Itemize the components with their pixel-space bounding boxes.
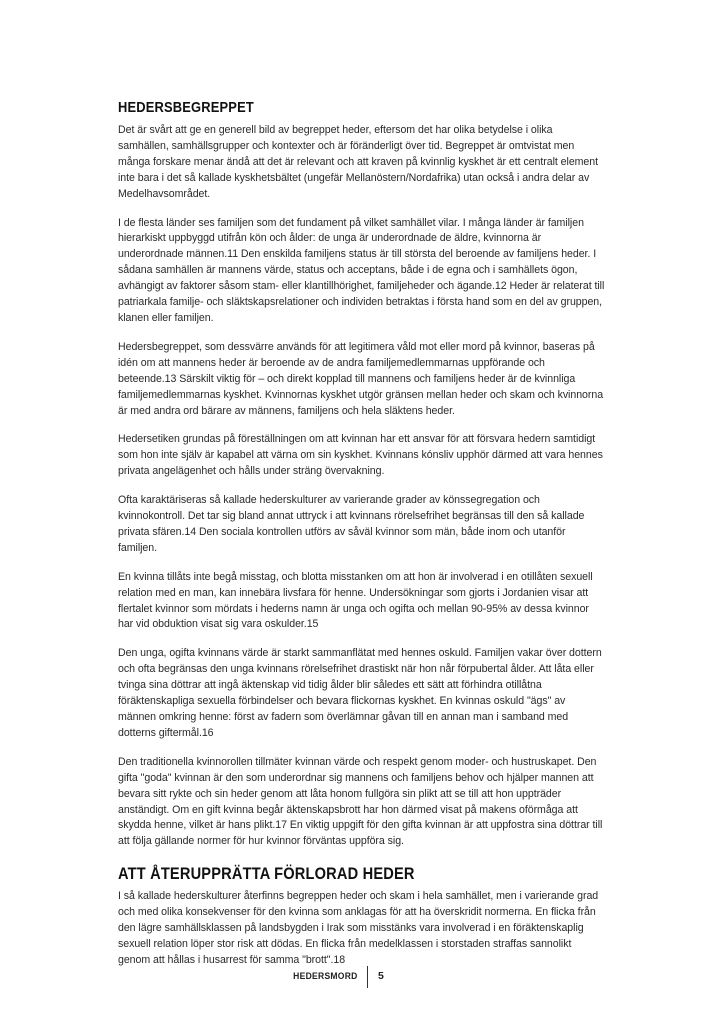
paragraph: En kvinna tillåts inte begå misstag, och blotta misstanken om att hon är involverad i en otillåten sexuell relation med en man, kan innebära livsfara för henne. Undersökningar som gjorts i Jordanien visar att flertalet kvinnor som mördats i hederns namn är unga och ogifta och mellan 90-95% av dessa kvinnor har vid obduktion visat sig vara oskulder.15 [118,570,593,631]
section-heading: ATT ÅTERUPPRÄTTA FÖRLORAD HEDER [118,864,415,884]
footer-divider [367,966,368,988]
paragraph: Det är svårt att ge en generell bild av begreppet heder, eftersom det har olika betydelse i olika samhällen, samhällsgrupper och kontexter och är föränderligt över tid. Begreppet är omtvistat men många forskare menar ändå att det är relevant och att kraven på kvinnlig kyskhet är ett centralt element inte bara i det så kallade kyskhetsbältet (ungefär Mellanöstern/Nordafrika) utan också i andra delar av Medelhavsområdet. [118,124,599,200]
page-number: 5 [378,970,384,982]
paragraph: I så kallade hederskulturer återfinns begreppen heder och skam i hela samhället, men i varierande grad och med olika konsekvenser för den kvinna som anklagas för att ha överskridit normerna. En flicka från den lägre samhällsklassen på landsbygden i Irak som misstänks vara involverad i en föräktenskaplig sexuell relation löper stor risk att dödas. En flicka från medelklassen i storstaden straffas sannolikt genom att hållas i husarrest för samma "brott".18 [118,890,599,966]
page-footer [0,966,728,990]
paragraph: Hedersetiken grundas på föreställningen om att kvinnan har ett ansvar för att försvara hedern samtidigt som hon inte själv är kapabel att värna om sin kyskhet. Kvinnans kónsliv upphör därmed att vara hennes privata angelägenhet och hålls under sträng övervakning. [118,433,603,478]
paragraph: Ofta karaktäriseras så kallade hederskulturer av varierande grader av könssegregation och kvinnokontroll. Det tar sig bland annat uttryck i att kvinnans rörelsefrihet begränsas till den så kallade privata sfären.14 Den sociala kontrollen utförs av såväl kvinnor som män, både inom och utanför familjen. [118,494,585,554]
paragraph: Den unga, ogifta kvinnans värde är starkt sammanflätat med hennes oskuld. Familjen vakar över dottern och ofta begränsas den unga kvinnans rörelsefrihet drastiskt när hon når förpubertal ålder. Att låta eller tvinga sina döttrar att ingå äktenskap vid tidig ålder blir således ett sätt att förhindra otillåtna föräktenskapliga sexuella förbindelser och bevara flickornas kyskhet. En kvinnas oskuld "ägs" av männen omkring henne: först av fadern som överlämnar gåvan till en annan man i samband med dotterns giftermål.16 [118,647,602,739]
footer-title: HEDERSMORD [293,971,358,982]
paragraph: Hedersbegreppet, som dessvärre används för att legitimera våld mot eller mord på kvinnor, baseras på idén om att mannens heder är beroende av de andra familjemedlemmarnas uppförande och beteende.13 Särskilt viktig för – och direkt kopplad till mannens och familjens heder är de kvinnliga familjemedlemmarnas kyskhet. Kvinnornas kyskhet utgör gränsen mellan heder och skam och kvinnorna är med andra ord bärare av männens, familjens och hela släktens heder. [118,340,604,417]
section-heading: HEDERSBEGREPPET [118,99,254,116]
paragraph: Den traditionella kvinnorollen tillmäter kvinnan värde och respekt genom moder- och hustruskapet. Den gifta "goda" kvinnan är den som underordnar sig mannens och familjens behov och hjälper mannen att bevara sitt rykte och sin heder genom att låta honom fullgöra sin plikt att se till att hon uppträder anständigt. Om en gift kvinna begår äktenskapsbrott har hon därmed visat på makens oförmåga att skydda henne, vilket är hans plikt.17 En viktig uppgift för den gifta kvinnan är att uppfostra sina döttrar till att följa gällande normer för hur kvinnor förväntas uppföra sig. [118,755,603,848]
paragraph: I de flesta länder ses familjen som det fundament på vilket samhället vilar. I många länder är familjen hierarkiskt uppbyggd utifrån kön och ålder: de unga är underordnade de äldre, kvinnorna är underordnade männen.11 Den enskilda familjens status är till största del beroende av familjens heder. I sådana samhällen är mannens värde, status och acceptans, både i de egna och i samhällets ögon, avhängigt av faktorer såsom stam- eller klantillhörighet, familjeheder och ägande.12 Heder är relaterat till patriarkala familje- och släktskapsrelationer och individen betraktas i första hand som en del av gruppen, klanen eller familjen. [118,216,605,324]
page-content [118,98,606,982]
